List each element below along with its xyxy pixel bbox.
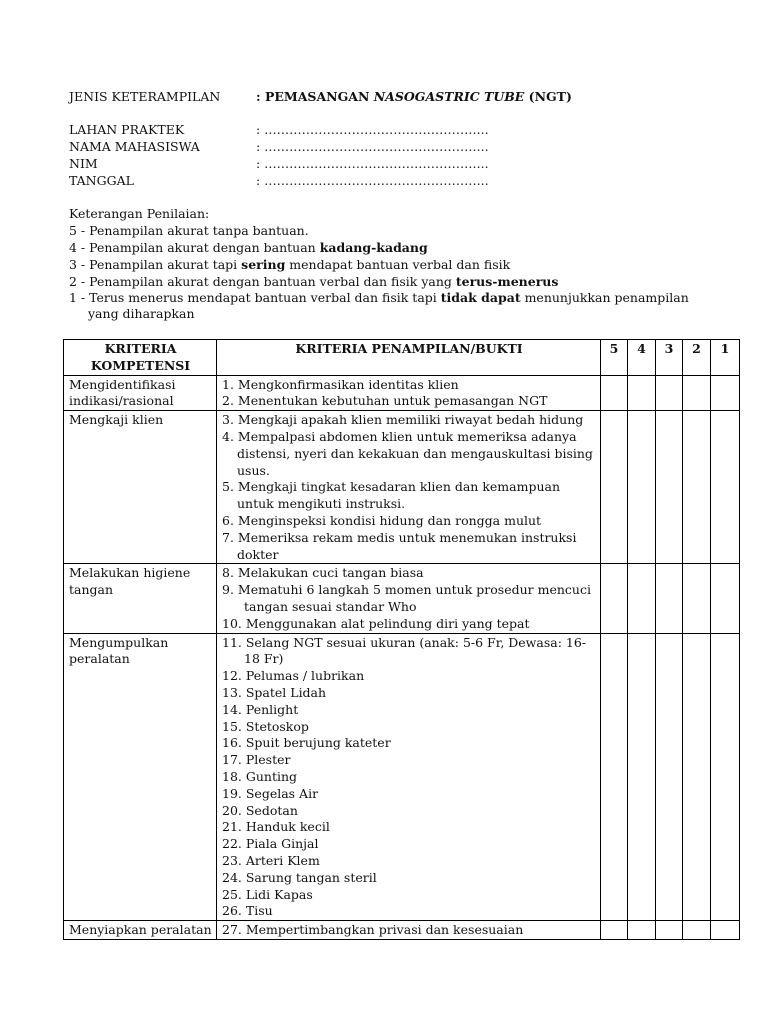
score-cell-3[interactable] — [656, 564, 683, 633]
field-label-tanggal: TANGGAL — [69, 173, 134, 188]
legend-1-continued: yang diharapkan — [88, 306, 195, 321]
score-cell-5[interactable] — [601, 564, 628, 633]
score-cell-3[interactable] — [656, 633, 683, 921]
table-row — [64, 921, 740, 940]
legend-title: Keterangan Penilaian: — [69, 206, 210, 221]
criteria-item: 12. Pelumas / lubrikan — [222, 668, 365, 684]
criteria-item: 1. Mengkonfirmasikan identitas klien — [222, 376, 459, 392]
score-cell-4[interactable] — [628, 633, 656, 921]
field-label-nim: NIM — [69, 156, 98, 171]
skill-type-value: : PEMASANGAN NASOGASTRIC TUBE (NGT) — [256, 89, 572, 104]
criteria-table — [63, 339, 740, 940]
legend-1: 1 - Terus menerus mendapat bantuan verbal dan fisik tapi tidak dapat menunjukkan penampilan — [69, 290, 689, 305]
criteria-item: 26. Tisu — [222, 903, 273, 919]
field-value-lahan[interactable]: : ……………………………………………... — [256, 122, 489, 137]
kriteria-cell — [217, 411, 601, 564]
col-header-score-3: 3 — [656, 340, 683, 376]
field-label-nama: NAMA MAHASISWA — [69, 139, 200, 154]
score-cell-1[interactable] — [711, 633, 740, 921]
field-value-tanggal[interactable]: : ……………………………………………... — [256, 173, 489, 188]
score-cell-4[interactable] — [628, 921, 656, 940]
col-header-score-2: 2 — [683, 340, 711, 376]
criteria-item: 5. Mengkaji tingkat kesadaran klien dan kemampuan untuk mengikuti instruksi. — [222, 479, 561, 512]
kompetensi-cell: Mengumpulkan peralatan — [64, 633, 217, 921]
criteria-item: 25. Lidi Kapas — [222, 886, 313, 902]
score-cell-5[interactable] — [601, 411, 628, 564]
criteria-item: 2. Menentukan kebutuhan untuk pemasangan NGT — [222, 393, 548, 409]
criteria-item: 18. Gunting — [222, 768, 298, 784]
criteria-item: 16. Spuit berujung kateter — [222, 735, 391, 751]
col-header-kompetensi: KRITERIA KOMPETENSI — [64, 340, 217, 376]
score-cell-5[interactable] — [601, 921, 628, 940]
criteria-item: 20. Sedotan — [222, 802, 298, 818]
legend-4: 4 - Penampilan akurat dengan bantuan kadang-kadang — [69, 240, 428, 255]
criteria-item: 27. Mempertimbangkan privasi dan kesesuaian — [222, 922, 524, 938]
field-label-lahan: LAHAN PRAKTEK — [69, 122, 185, 137]
criteria-item: 11. Selang NGT sesuai ukuran (anak: 5-6 Fr, Dewasa: 16-18 Fr) — [222, 634, 587, 667]
score-cell-1[interactable] — [711, 564, 740, 633]
score-cell-1[interactable] — [711, 375, 740, 411]
table-row — [64, 375, 740, 411]
col-header-score-4: 4 — [628, 340, 656, 376]
criteria-item: 8. Melakukan cuci tangan biasa — [222, 565, 424, 581]
table-row — [64, 564, 740, 633]
criteria-item: 15. Stetoskop — [222, 718, 309, 734]
kriteria-cell — [217, 375, 601, 411]
kompetensi-cell: Mengkaji klien — [64, 411, 217, 564]
score-cell-5[interactable] — [601, 633, 628, 921]
legend-5: 5 - Penampilan akurat tanpa bantuan. — [69, 223, 309, 238]
score-cell-2[interactable] — [683, 633, 711, 921]
score-cell-2[interactable] — [683, 921, 711, 940]
kompetensi-cell: Melakukan higiene tangan — [64, 564, 217, 633]
criteria-item: 7. Memeriksa rekam medis untuk menemukan instruksi dokter — [222, 529, 577, 562]
kriteria-cell — [217, 564, 601, 633]
table-row — [64, 411, 740, 564]
criteria-item: 19. Segelas Air — [222, 785, 319, 801]
criteria-item: 4. Mempalpasi abdomen klien untuk memeriksa adanya distensi, nyeri dan kekakuan dan mengauskultasi bising usus. — [222, 428, 593, 478]
criteria-item: 6. Menginspeksi kondisi hidung dan rongga mulut — [222, 512, 542, 528]
score-cell-2[interactable] — [683, 411, 711, 564]
score-cell-4[interactable] — [628, 564, 656, 633]
criteria-item: 3. Mengkaji apakah klien memiliki riwayat bedah hidung — [222, 412, 584, 428]
criteria-item: 13. Spatel Lidah — [222, 684, 327, 700]
score-cell-2[interactable] — [683, 564, 711, 633]
criteria-item: 24. Sarung tangan steril — [222, 869, 377, 885]
score-cell-2[interactable] — [683, 375, 711, 411]
score-cell-3[interactable] — [656, 921, 683, 940]
col-header-score-5: 5 — [601, 340, 628, 376]
skill-type-label: JENIS KETERAMPILAN — [69, 89, 221, 104]
score-cell-4[interactable] — [628, 375, 656, 411]
kompetensi-cell: Mengidentifikasi indikasi/rasional — [64, 375, 217, 411]
legend-2: 2 - Penampilan akurat dengan bantuan verbal dan fisik yang terus-menerus — [69, 274, 559, 289]
col-header-score-1: 1 — [711, 340, 740, 376]
table-row — [64, 633, 740, 921]
field-value-nim[interactable]: : ……………………………………………... — [256, 156, 489, 171]
table-header-row — [64, 340, 740, 376]
field-value-nama[interactable]: : ……………………………………………... — [256, 139, 489, 154]
criteria-item: 22. Piala Ginjal — [222, 836, 319, 852]
legend-3: 3 - Penampilan akurat tapi sering mendapat bantuan verbal dan fisik — [69, 257, 511, 272]
kriteria-cell — [217, 921, 601, 940]
score-cell-3[interactable] — [656, 375, 683, 411]
kriteria-cell — [217, 633, 601, 921]
criteria-item: 10. Menggunakan alat pelindung diri yang tepat — [222, 615, 530, 631]
score-cell-3[interactable] — [656, 411, 683, 564]
criteria-item: 9. Mematuhi 6 langkah 5 momen untuk prosedur mencuci tangan sesuai standar Who — [222, 582, 591, 614]
score-cell-4[interactable] — [628, 411, 656, 564]
criteria-item: 17. Plester — [222, 752, 291, 768]
score-cell-5[interactable] — [601, 375, 628, 411]
col-header-kriteria: KRITERIA PENAMPILAN/BUKTI — [217, 340, 601, 376]
kompetensi-cell: Menyiapkan peralatan — [64, 921, 217, 940]
score-cell-1[interactable] — [711, 921, 740, 940]
score-cell-1[interactable] — [711, 411, 740, 564]
criteria-item: 21. Handuk kecil — [222, 819, 330, 835]
criteria-item: 14. Penlight — [222, 701, 299, 717]
criteria-item: 23. Arteri Klem — [222, 852, 320, 868]
